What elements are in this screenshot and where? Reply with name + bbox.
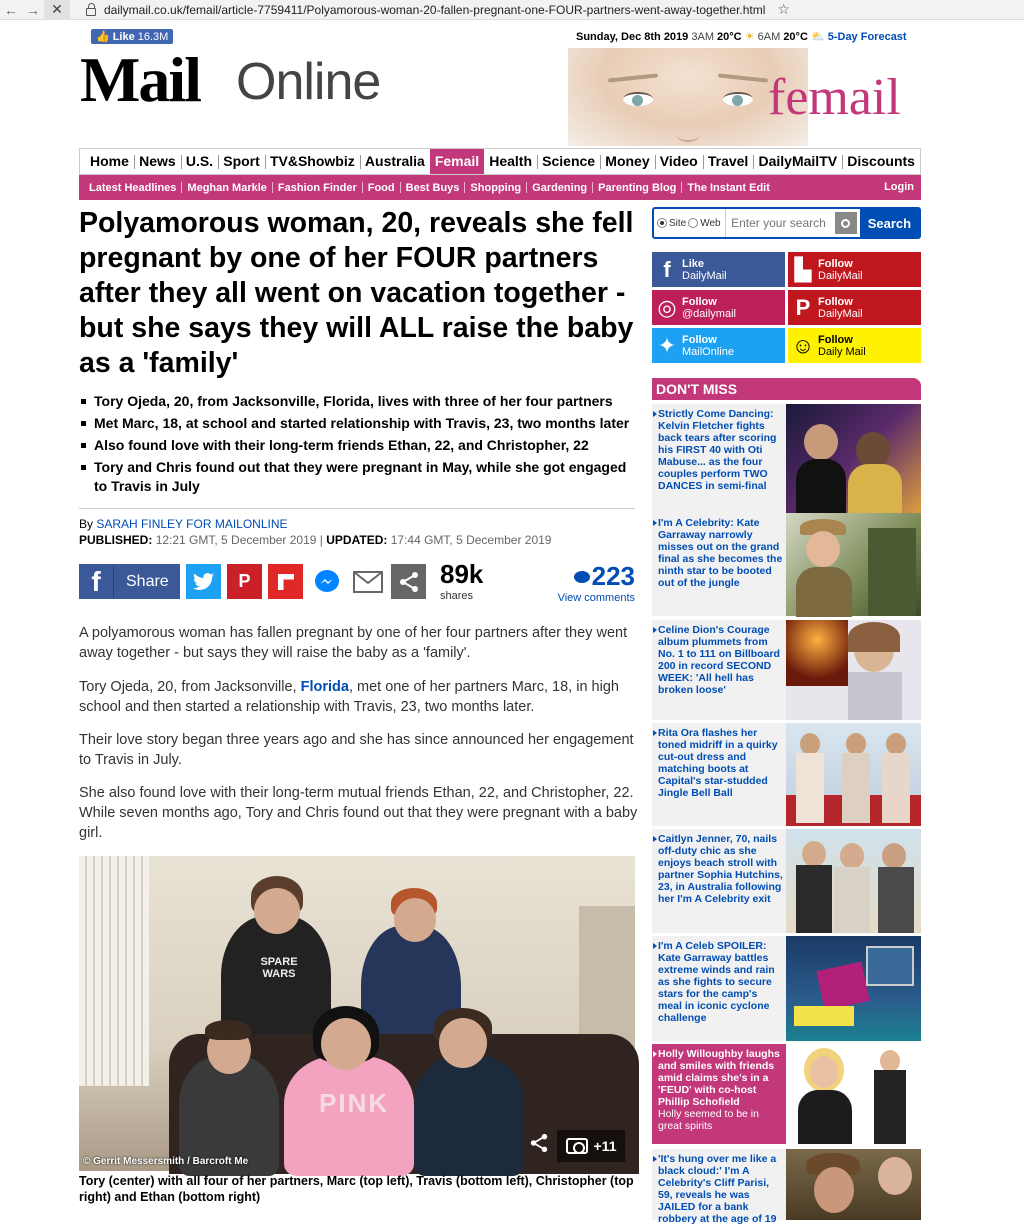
nav-item-australia[interactable]: Australia: [364, 153, 425, 169]
messenger-icon: [313, 568, 341, 596]
nav-item-femail[interactable]: Femail: [430, 149, 484, 174]
twitter-icon: ✦: [657, 332, 677, 358]
snapchat-follow-tile[interactable]: ☺ Follow Daily Mail: [788, 328, 921, 363]
back-arrow-icon[interactable]: ←: [4, 1, 18, 18]
article-headline: Polyamorous woman, 20, reveals she fell pregnant by one of her FOUR partners after they all went on vacation together - but she says they will ALL raise the baby as a 'family': [79, 207, 634, 379]
online-logo[interactable]: Online: [236, 53, 381, 111]
nav-item-video[interactable]: Video: [659, 153, 698, 169]
weather-temp-1: 20°C: [717, 31, 742, 43]
dont-miss-thumbnail[interactable]: [786, 723, 921, 826]
snapchat-icon: ☺: [791, 332, 815, 358]
pinterest-icon: P: [238, 571, 251, 591]
dont-miss-thumbnail[interactable]: [786, 620, 921, 720]
florida-link[interactable]: Florida: [300, 679, 349, 695]
summary-bullet: Also found love with their long-term friends Ethan, 22, and Christopher, 22: [79, 436, 639, 455]
fb-like-label: Like: [112, 30, 135, 43]
updated-date: 17:44 GMT, 5 December 2019: [390, 533, 552, 547]
facebook-like-button[interactable]: [91, 29, 173, 44]
article-summary-bullets: [79, 392, 639, 499]
browser-toolbar: [0, 0, 1024, 20]
dont-miss-thumbnail[interactable]: [786, 829, 921, 933]
divider: [79, 508, 635, 509]
weather-time-2: 6AM: [757, 31, 781, 43]
sun-cloud-icon: ⛅: [810, 31, 825, 43]
dont-miss-item[interactable]: Holly Willoughby laughs and smiles with friends amid claims she's in a 'FEUD' with co-host Phillip Schofield Holly seemed to be in great spirits: [652, 1044, 921, 1144]
nav-item-sport[interactable]: Sport: [223, 153, 260, 169]
subnav-item-best-buys[interactable]: Best Buys: [405, 181, 460, 194]
share-icon: [529, 1133, 549, 1153]
stop-loading-icon[interactable]: ✕: [44, 0, 70, 20]
article-paragraph: She also found love with their long-term mutual friends Ethan, 22, and Christopher, 22. While seven months ago, Tory and Chris found out that they were pregnant with a baby girl.: [79, 785, 638, 841]
subnav-item-parenting-blog[interactable]: Parenting Blog: [598, 181, 677, 194]
weather-temp-2: 20°C: [783, 31, 808, 43]
weather-time-1: 3AM: [691, 31, 714, 43]
article-photo[interactable]: [79, 856, 635, 1171]
subnav-item-shopping[interactable]: Shopping: [470, 181, 522, 194]
dont-miss-item[interactable]: I'm A Celebrity: Kate Garraway narrowly misses out on the grand final as she becomes the ninth star to be booted out of the jungle: [652, 513, 921, 616]
dont-miss-thumbnail[interactable]: [786, 1044, 921, 1144]
subnav-item-food[interactable]: Food: [367, 181, 395, 194]
bookmark-star-icon[interactable]: ☆: [777, 1, 790, 17]
login-link[interactable]: Login: [884, 181, 914, 193]
instagram-follow-tile[interactable]: ◎ Follow @dailymail: [652, 290, 785, 325]
main-navigation: [79, 148, 921, 175]
dont-miss-item[interactable]: 'It's hung over me like a black cloud:' I'm A Celebrity's Cliff Parisi, 59, reveals he was JAILED for a bank robbery at the age of 19: [652, 1149, 921, 1220]
photo-caption: Tory (center) with all four of her partners, Marc (top left), Travis (bottom left), Christopher (top right) and Ethan (bottom right): [79, 1174, 634, 1204]
dont-miss-item[interactable]: Rita Ora flashes her toned midriff in a quirky cut-out dress and matching boots at Capital's star-studded Jingle Bell Ball: [652, 723, 921, 826]
photo-credit: © Gerrit Messersmith / Barcroft Me: [83, 1156, 249, 1167]
subnav-item-latest-headlines[interactable]: Latest Headlines: [89, 181, 177, 194]
flipboard-share-button[interactable]: [268, 564, 303, 599]
share-count: 89k shares: [440, 558, 484, 602]
facebook-icon: f: [79, 566, 114, 598]
search-site-radio[interactable]: [657, 218, 667, 228]
comments-link[interactable]: 223 View comments: [557, 561, 635, 604]
pinterest-follow-tile[interactable]: P Follow DailyMail: [788, 290, 921, 325]
fb-like-count: 16.3M: [137, 30, 169, 43]
dont-miss-header: DON'T MISS: [652, 378, 921, 400]
dont-miss-thumbnail[interactable]: [786, 1149, 921, 1220]
flipboard-follow-tile[interactable]: ▙ Follow DailyMail: [788, 252, 921, 287]
sun-icon: ☀: [744, 31, 755, 43]
lock-icon: [86, 8, 96, 16]
nav-item-health[interactable]: Health: [489, 153, 532, 169]
address-bar[interactable]: dailymail.co.uk/femail/article-7759411/Polyamorous-woman-20-fallen-pregnant-one-FOUR-partners-went-away-together.html: [104, 2, 766, 17]
camera-icon: [566, 1138, 588, 1154]
facebook-share-button[interactable]: [79, 564, 180, 599]
more-share-button[interactable]: [391, 564, 426, 599]
article-paragraph: Their love story began three years ago and she has since announced her engagement to Travis in July.: [79, 732, 634, 768]
nav-item-us[interactable]: U.S.: [185, 153, 214, 169]
search-web-radio[interactable]: [688, 218, 698, 228]
summary-bullet: Met Marc, 18, at school and started relationship with Travis, 23, two months later: [79, 414, 639, 433]
byline: By SARAH FINLEY FOR MAILONLINE: [79, 517, 288, 531]
search-box: Site Web Enter your search Search: [652, 207, 921, 239]
instagram-icon: ◎: [657, 294, 677, 320]
messenger-share-button[interactable]: [309, 564, 344, 599]
nav-item-travel[interactable]: Travel: [707, 153, 749, 169]
search-input[interactable]: [725, 209, 835, 237]
summary-bullet: Tory Ojeda, 20, from Jacksonville, Florida, lives with three of her four partners: [79, 392, 639, 411]
dont-miss-item[interactable]: Strictly Come Dancing: Kelvin Fletcher fights back tears after scoring his FIRST 40 with Oti Mabuse... as the four couples perform TWO DANCES in semi-final: [652, 404, 921, 516]
page: [0, 20, 1024, 1225]
forecast-link[interactable]: 5-Day Forecast: [827, 31, 907, 43]
mail-logo[interactable]: Mail: [80, 44, 200, 115]
published-date: 12:21 GMT, 5 December 2019: [155, 533, 317, 547]
summary-bullet: Tory and Chris found out that they were pregnant in May, while she got engaged to Travis in July: [79, 458, 639, 496]
flipboard-icon: [278, 574, 294, 590]
twitter-icon: [193, 573, 215, 591]
publish-info: PUBLISHED: 12:21 GMT, 5 December 2019 | UPDATED: 17:44 GMT, 5 December 2019: [79, 533, 552, 547]
dont-miss-thumbnail[interactable]: [786, 936, 921, 1041]
femail-logo[interactable]: femail: [768, 69, 901, 126]
current-date: Sunday, Dec 8th 2019: [576, 31, 689, 43]
nav-item-home[interactable]: Home: [90, 153, 129, 169]
nav-item-dailymailtv[interactable]: DailyMailTV: [758, 153, 838, 169]
dont-miss-thumbnail[interactable]: [786, 513, 921, 616]
nav-item-news[interactable]: News: [139, 153, 176, 169]
gallery-count: +11: [593, 1138, 617, 1154]
thumbs-up-icon: 👍: [96, 31, 110, 43]
twitter-share-button[interactable]: [186, 564, 221, 599]
photo-share-button[interactable]: [524, 1132, 554, 1162]
social-follow-grid: [652, 252, 921, 363]
search-button[interactable]: Search: [860, 208, 919, 238]
article-paragraph: Tory Ojeda, 20, from Jacksonville, Florida, met one of her partners Marc, 18, in high school and then started a relationship with Travis, 23, two months later.: [79, 679, 619, 715]
dont-miss-thumbnail[interactable]: [786, 404, 921, 516]
share-label: Share: [126, 572, 169, 590]
flipboard-icon: ▙: [794, 256, 812, 282]
dont-miss-item[interactable]: Celine Dion's Courage album plummets from No. 1 to 111 on Billboard 200 in record SECOND WEEK: 'All hell has broken loose': [652, 620, 921, 720]
nav-item-tvshowbiz[interactable]: TV&Showbiz: [269, 153, 355, 169]
forward-arrow-icon[interactable]: →: [26, 1, 40, 18]
sub-navigation: [79, 175, 921, 200]
shirt-print: PINK: [319, 1088, 390, 1118]
dont-miss-item[interactable]: I'm A Celeb SPOILER: Kate Garraway battles extreme winds and rain as she fights to secure stars for the camp's meal in iconic cyclone challenge: [652, 936, 921, 1041]
facebook-like-tile[interactable]: f Like DailyMail: [652, 252, 785, 287]
share-bar: [79, 558, 484, 602]
twitter-follow-tile[interactable]: ✦ Follow MailOnline: [652, 328, 785, 363]
pinterest-share-button[interactable]: [227, 564, 262, 599]
author-link[interactable]: SARAH FINLEY FOR MAILONLINE: [96, 517, 288, 531]
nav-item-science[interactable]: Science: [542, 153, 596, 169]
dateline: [576, 30, 907, 43]
pinterest-icon: P: [795, 294, 811, 320]
nav-item-money[interactable]: Money: [605, 153, 650, 169]
article-paragraph: A polyamorous woman has fallen pregnant by one of her four partners after they went away together - but says they will raise the baby as a 'family'.: [79, 625, 628, 661]
comment-bubble-icon: [574, 571, 590, 583]
email-share-button[interactable]: [350, 564, 385, 599]
subnav-item-gardening[interactable]: Gardening: [532, 181, 588, 194]
facebook-icon: f: [663, 256, 671, 282]
share-icon: [398, 571, 420, 593]
gallery-button[interactable]: [557, 1130, 625, 1162]
email-icon: [353, 571, 383, 593]
subnav-item-fashion-finder[interactable]: Fashion Finder: [277, 181, 357, 194]
nav-item-discounts[interactable]: Discounts: [847, 153, 915, 169]
shirt-print: SPARE WARS: [260, 956, 298, 980]
dont-miss-item[interactable]: Caitlyn Jenner, 70, nails off-duty chic as she enjoys beach stroll with partner Sophia Hutchins, 23, in Australia following her I'm A Celebrity exit: [652, 829, 921, 933]
subnav-item-instant-edit[interactable]: The Instant Edit: [687, 181, 770, 194]
subnav-item-meghan-markle[interactable]: Meghan Markle: [187, 181, 267, 194]
search-icon[interactable]: [835, 212, 857, 234]
